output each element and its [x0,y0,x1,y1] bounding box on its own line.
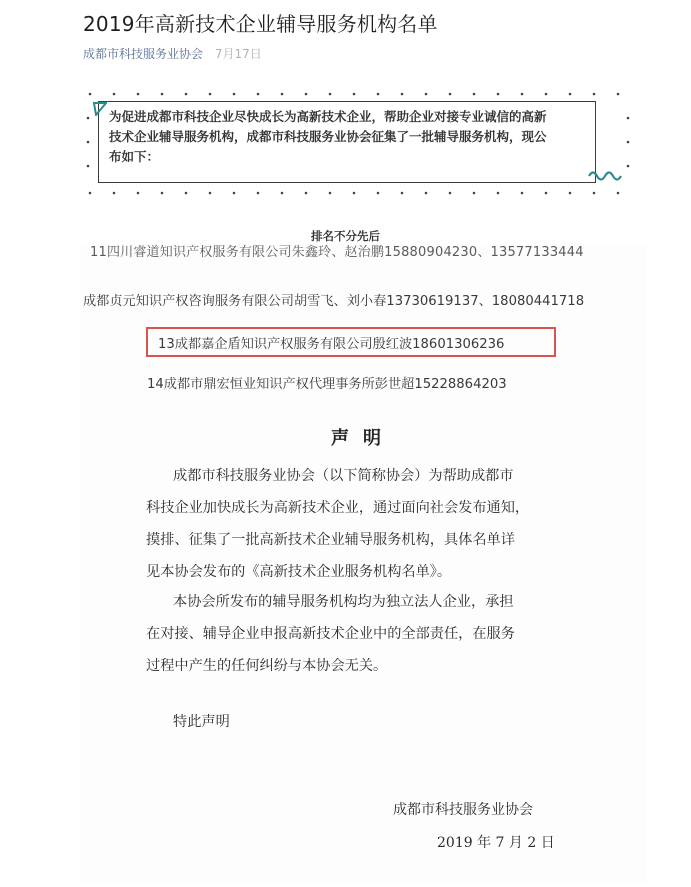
declaration-p2-line-2: 在对接、辅导企业申报高新技术企业中的全部责任，在服务 [146,626,515,642]
border-dot [473,192,476,195]
border-dot [113,192,116,195]
border-dot [233,192,236,195]
border-dot [353,93,356,96]
border-dot [185,93,188,96]
intro-line-2: 技术企业辅导服务机构，成都市科技服务业协会征集了一批辅导服务机构，现公 [109,129,547,144]
border-dot [521,192,524,195]
border-dot [627,165,630,168]
border-dot [281,93,284,96]
border-dot [257,93,260,96]
list-entry-11-text: 11四川睿道知识产权服务有限公司朱鑫玲、赵治鹏15880904230、13577133444 [90,245,584,260]
intro-box [98,101,596,183]
list-entry-12: 成都贞元知识产权咨询服务有限公司胡雪飞、刘小春13730619137、18080441718 [83,294,585,309]
border-dot [113,93,116,96]
border-dot [161,93,164,96]
border-dot [627,117,630,120]
declaration-p1-line-2: 科技企业加快成长为高新技术企业，通过面向社会发布通知， [146,500,530,516]
publish-date: 7月17日 [214,47,262,61]
highlighted-entry-box [146,327,556,357]
ranking-notice: 排名不分先后 [311,229,380,243]
border-dot [497,93,500,96]
declaration-p2-line-3: 过程中产生的任何纠纷与本协会无关。 [146,658,388,674]
border-dot [209,93,212,96]
declaration-p2-line-1: 本协会所发布的辅导服务机构均为独立法人企业，承担 [173,594,514,610]
border-dot [449,192,452,195]
list-entry-14: 14成都市鼎宏恒业知识产权代理事务所彭世超15228864203 [147,377,507,392]
border-dot [209,192,212,195]
border-dot [137,192,140,195]
border-dot [305,93,308,96]
signature-organization: 成都市科技服务业协会 [393,802,533,818]
border-dot [87,117,90,120]
declaration-p1-line-4: 见本协会发布的《高新技术企业服务机构名单》。 [146,564,452,580]
border-dot [627,141,630,144]
border-dot [137,93,140,96]
border-dot [161,192,164,195]
declaration-p1-line-1: 成都市科技服务业协会（以下简称协会）为帮助成都市 [173,468,514,484]
scanned-document [80,244,646,884]
border-dot [329,192,332,195]
list-entry-11-cropped [90,244,630,266]
border-dot [281,192,284,195]
declaration-p1-line-3: 摸排、征集了一批高新技术企业辅导服务机构，具体名单详 [146,532,515,548]
article-meta [83,45,262,62]
signature-date: 2019 年 7 月 2 日 [437,835,555,851]
declaration-title: 声明 [331,428,395,449]
border-dot [449,93,452,96]
border-dot [617,93,620,96]
border-dot [305,192,308,195]
border-dot [521,93,524,96]
author-link[interactable]: 成都市科技服务业协会 [83,47,204,61]
border-dot [545,192,548,195]
border-dot [593,93,596,96]
border-dot [87,141,90,144]
border-dot [401,192,404,195]
border-dot [89,192,92,195]
border-dot [545,93,548,96]
intro-line-3: 布如下： [109,149,160,164]
border-dot [617,192,620,195]
border-dot [329,93,332,96]
border-dot [425,192,428,195]
intro-frame [84,90,632,198]
border-dot [569,192,572,195]
border-dot [425,93,428,96]
declaration-closing: 特此声明 [173,714,230,730]
border-dot [377,93,380,96]
border-dot [473,93,476,96]
border-dot [233,93,236,96]
corner-triangle-icon [93,102,107,116]
intro-line-1: 为促进成都市科技企业尽快成长为高新技术企业，帮助企业对接专业诚信的高新 [109,109,547,124]
border-dot [569,93,572,96]
border-dot [497,192,500,195]
list-entry-13: 13成都嘉企盾知识产权服务有限公司殷红波18601306236 [158,337,505,352]
border-dot [87,165,90,168]
border-dot [257,192,260,195]
corner-wave-icon [588,168,626,182]
border-dot [353,192,356,195]
border-dot [401,93,404,96]
border-dot [185,192,188,195]
border-dot [89,93,92,96]
border-dot [377,192,380,195]
article-title: 2019年高新技术企业辅导服务机构名单 [83,12,438,36]
border-dot [593,192,596,195]
